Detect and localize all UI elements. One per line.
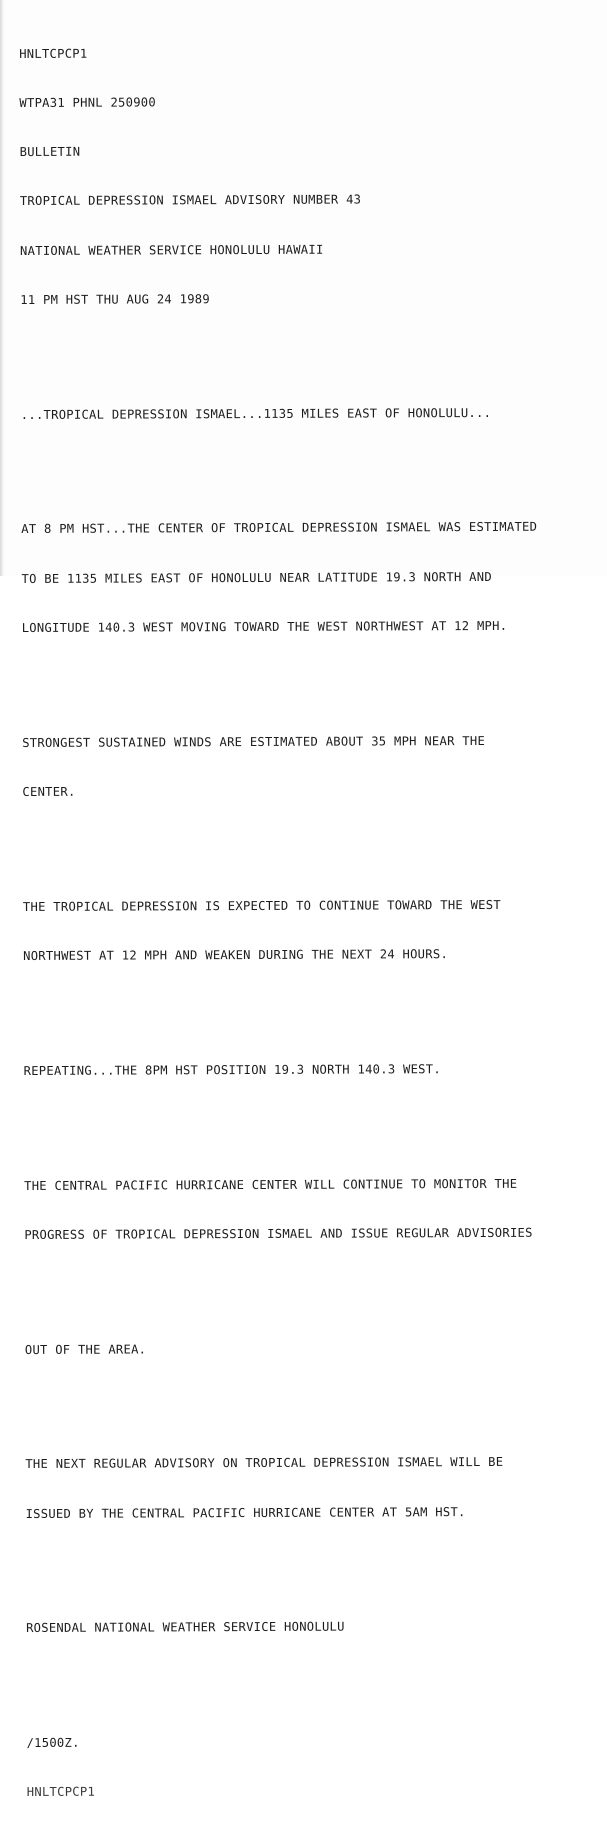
- position-paragraph-line: AT 8 PM HST...THE CENTER OF TROPICAL DEPRESSION ISMAEL WAS ESTIMATED: [21, 520, 538, 537]
- blank-line: [23, 847, 598, 866]
- issue-time: 11 PM HST THU AUG 24 1989: [20, 291, 210, 307]
- wmo-header: WTPA31 PHNL 250900: [19, 95, 157, 111]
- product-code: HNLTCPCP1: [19, 46, 88, 61]
- blank-line: [21, 470, 596, 489]
- blank-line: [26, 1683, 601, 1702]
- blank-line: [23, 1011, 598, 1030]
- next-advisory-line: THE NEXT REGULAR ADVISORY ON TROPICAL DEPRESSION ISMAEL WILL BE: [25, 1455, 504, 1472]
- next-advisory-line: ISSUED BY THE CENTRAL PACIFIC HURRICANE CENTER AT 5AM HST.: [25, 1504, 466, 1521]
- blank-line: [25, 1405, 600, 1424]
- winds-paragraph-line: STRONGEST SUSTAINED WINDS ARE ESTIMATED ABOUT 35 MPH NEAR THE: [22, 733, 486, 750]
- advisory-document: [19, 10, 602, 1826]
- area-paragraph-line: OUT OF THE AREA.: [24, 1341, 147, 1357]
- position-paragraph-line: LONGITUDE 140.3 WEST MOVING TOWARD THE WEST NORTHWEST AT 12 MPH.: [21, 618, 508, 635]
- blank-line: [26, 1569, 601, 1588]
- blank-line: [25, 1290, 600, 1309]
- trailer-product-code: HNLTCPCP1: [26, 1785, 96, 1800]
- repeating-paragraph-line: REPEATING...THE 8PM HST POSITION 19.3 NORTH 140.3 WEST.: [23, 1061, 441, 1078]
- time-code: /1500Z.: [26, 1735, 80, 1751]
- blank-line: [21, 355, 596, 374]
- issuing-office: NATIONAL WEATHER SERVICE HONOLULU HAWAII: [20, 242, 324, 258]
- position-paragraph-line: TO BE 1135 MILES EAST OF HONOLULU NEAR LATITUDE 19.3 NORTH AND: [21, 569, 492, 586]
- bulletin-type: BULLETIN: [19, 144, 81, 160]
- page-edge-shadow: [0, 0, 4, 576]
- forecast-paragraph-line: THE TROPICAL DEPRESSION IS EXPECTED TO CONTINUE TOWARD THE WEST: [22, 897, 501, 914]
- forecast-paragraph-line: NORTHWEST AT 12 MPH AND WEAKEN DURING THE NEXT 24 HOURS.: [23, 947, 449, 963]
- blank-line: [22, 683, 597, 702]
- headline: ...TROPICAL DEPRESSION ISMAEL...1135 MILES EAST OF HONOLULU...: [20, 405, 492, 422]
- advisory-title: TROPICAL DEPRESSION ISMAEL ADVISORY NUMBER 43: [19, 192, 362, 209]
- signature: ROSENDAL NATIONAL WEATHER SERVICE HONOLULU: [26, 1619, 345, 1636]
- winds-paragraph-line: CENTER.: [22, 784, 76, 799]
- blank-line: [24, 1126, 599, 1145]
- monitor-paragraph-line: PROGRESS OF TROPICAL DEPRESSION ISMAEL AND ISSUE REGULAR ADVISORIES: [24, 1225, 533, 1242]
- monitor-paragraph-line: THE CENTRAL PACIFIC HURRICANE CENTER WILL CONTINUE TO MONITOR THE: [24, 1176, 518, 1193]
